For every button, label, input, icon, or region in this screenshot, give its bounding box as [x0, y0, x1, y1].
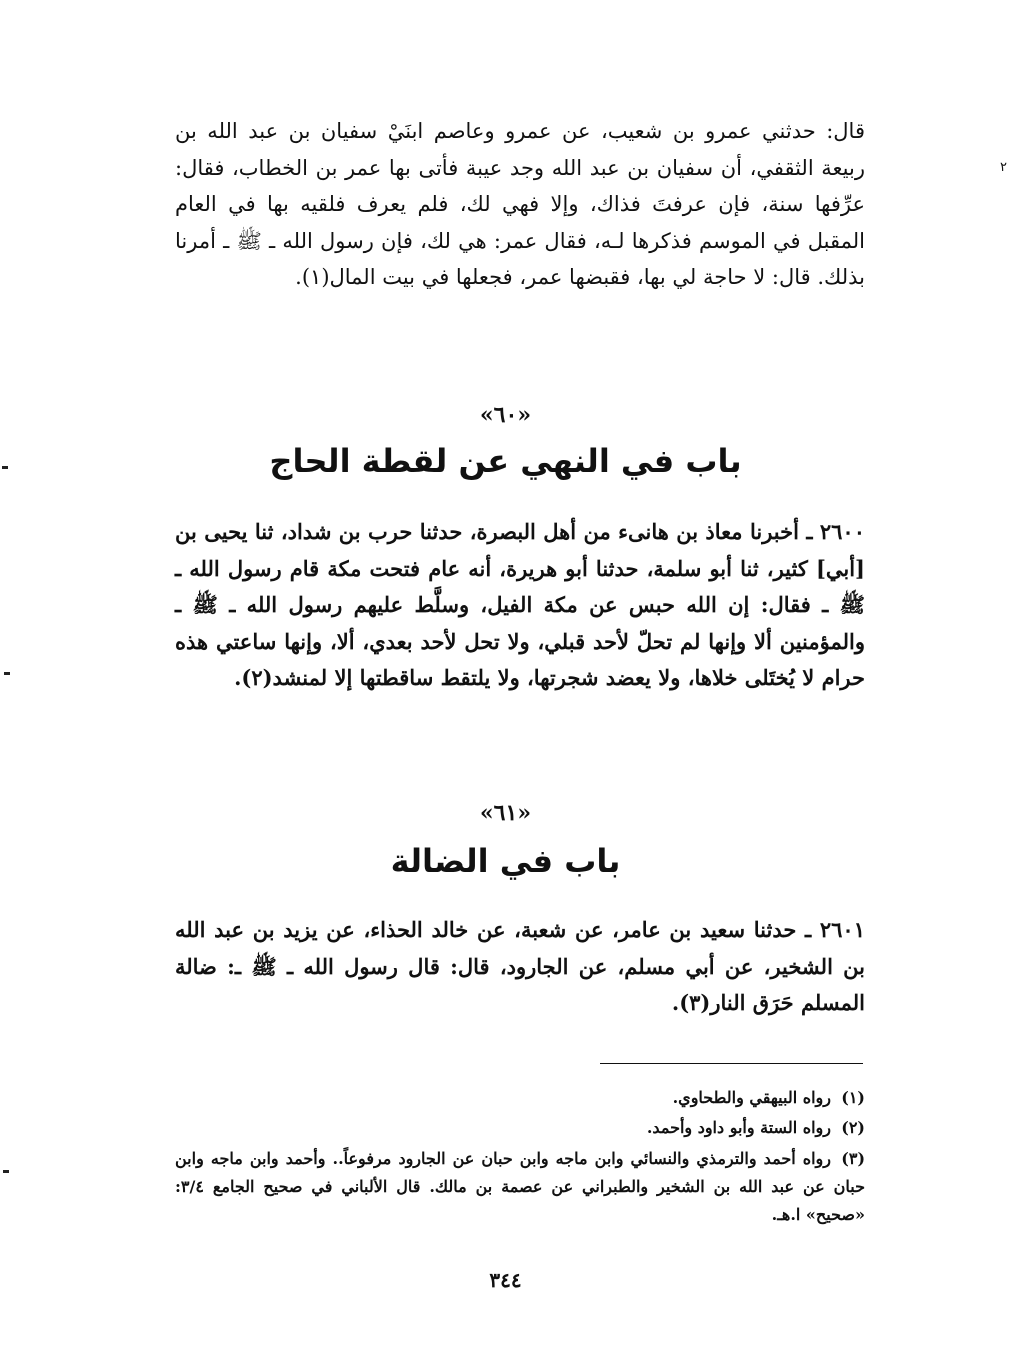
- footnote-1-number: (١): [841, 1088, 865, 1107]
- section-61-title: باب في الضالة: [390, 842, 621, 880]
- footnote-2-text: رواه الستة وأبو داود وأحمد.: [646, 1118, 831, 1137]
- footnote-1: [175, 1084, 865, 1112]
- section-60-number: «٦٠»: [479, 402, 532, 428]
- section-60-title: باب في النهي عن لقطة الحاج: [269, 442, 742, 480]
- scan-artifact: [3, 1170, 9, 1173]
- footnote-2-number: (٢): [841, 1118, 865, 1137]
- section-61-number: «٦١»: [479, 800, 532, 826]
- footnote-3-text: رواه أحمد والترمذي والنسائي وابن ماجه وابن حبان عن الجارود مرفوعاً.. وأحمد وابن ماجه وابن حبان عن عبد الله بن الشخير والطبراني عن عصمة بن مالك. قال الألباني في صحيح الجامع ٣/٤: «صحيح» ا.هـ.: [175, 1149, 865, 1224]
- footnote-divider: [600, 1063, 863, 1064]
- hadith-2601: ٢٦٠١ ـ حدثنا سعيد بن عامر، عن شعبة، عن خالد الحذاء، عن يزيد بن عبد الله بن الشخير، عن أبي مسلم، عن الجارود، قال: قال رسول الله ـ ﷺ ـ: ضالة المسلم حَرَق النار(٣).: [175, 917, 865, 1015]
- page-number: ٣٤٤: [489, 1268, 522, 1292]
- footnote-3: [175, 1145, 865, 1229]
- footnote-1-text: رواه البيهقي والطحاوي.: [672, 1088, 831, 1107]
- footnote-2: [175, 1114, 865, 1142]
- footnote-3-number: (٣): [841, 1149, 866, 1168]
- hadith-2600: ٢٦٠٠ ـ أخبرنا معاذ بن هانىء من أهل البصرة، حدثنا حرب بن شداد، ثنا يحيى بن [أبي] كثير، ثنا أبو سلمة، حدثنا أبو هريرة، أنه عام فتحت مكة قام رسول الله ـ ﷺ ـ فقال: إن الله حبس عن مكة الفيل، وسلَّط عليهم رسول الله ـ ﷺ ـ والمؤمنين ألا وإنها لم تحلّ لأحد قبلي، ولا تحل لأحد بعدي، ألا، وإنها ساعتي هذه حرام لا يُختَلى خلاها، ولا يعضد شجرتها، ولا يلتقط ساقطتها إلا لمنشد(٢).: [175, 519, 865, 690]
- scan-artifact: [2, 466, 8, 469]
- top-paragraph: قال: حدثني عمرو بن شعيب، عن عمرو وعاصم ابنَيْ سفيان بن عبد الله بن ربيعة الثقفي، أن سفيان بن عبد الله وجد عيبة فأتى بها عمر بن الخطاب، فقال: عرِّفها سنة، فإن عرفتَ فذاك، وإلا فهي لك، فلم يعرف فلقيه بها في العام المقبل في الموسم فذكرها لـه، فقال عمر: هي لك، فإن رسول الله ـ ﷺ ـ أمرنا بذلك. قال: لا حاجة لي بها، فقبضها عمر، فجعلها في بيت المال(١).: [175, 119, 865, 289]
- margin-mark: ٢: [1000, 160, 1007, 175]
- scan-artifact: [4, 672, 10, 675]
